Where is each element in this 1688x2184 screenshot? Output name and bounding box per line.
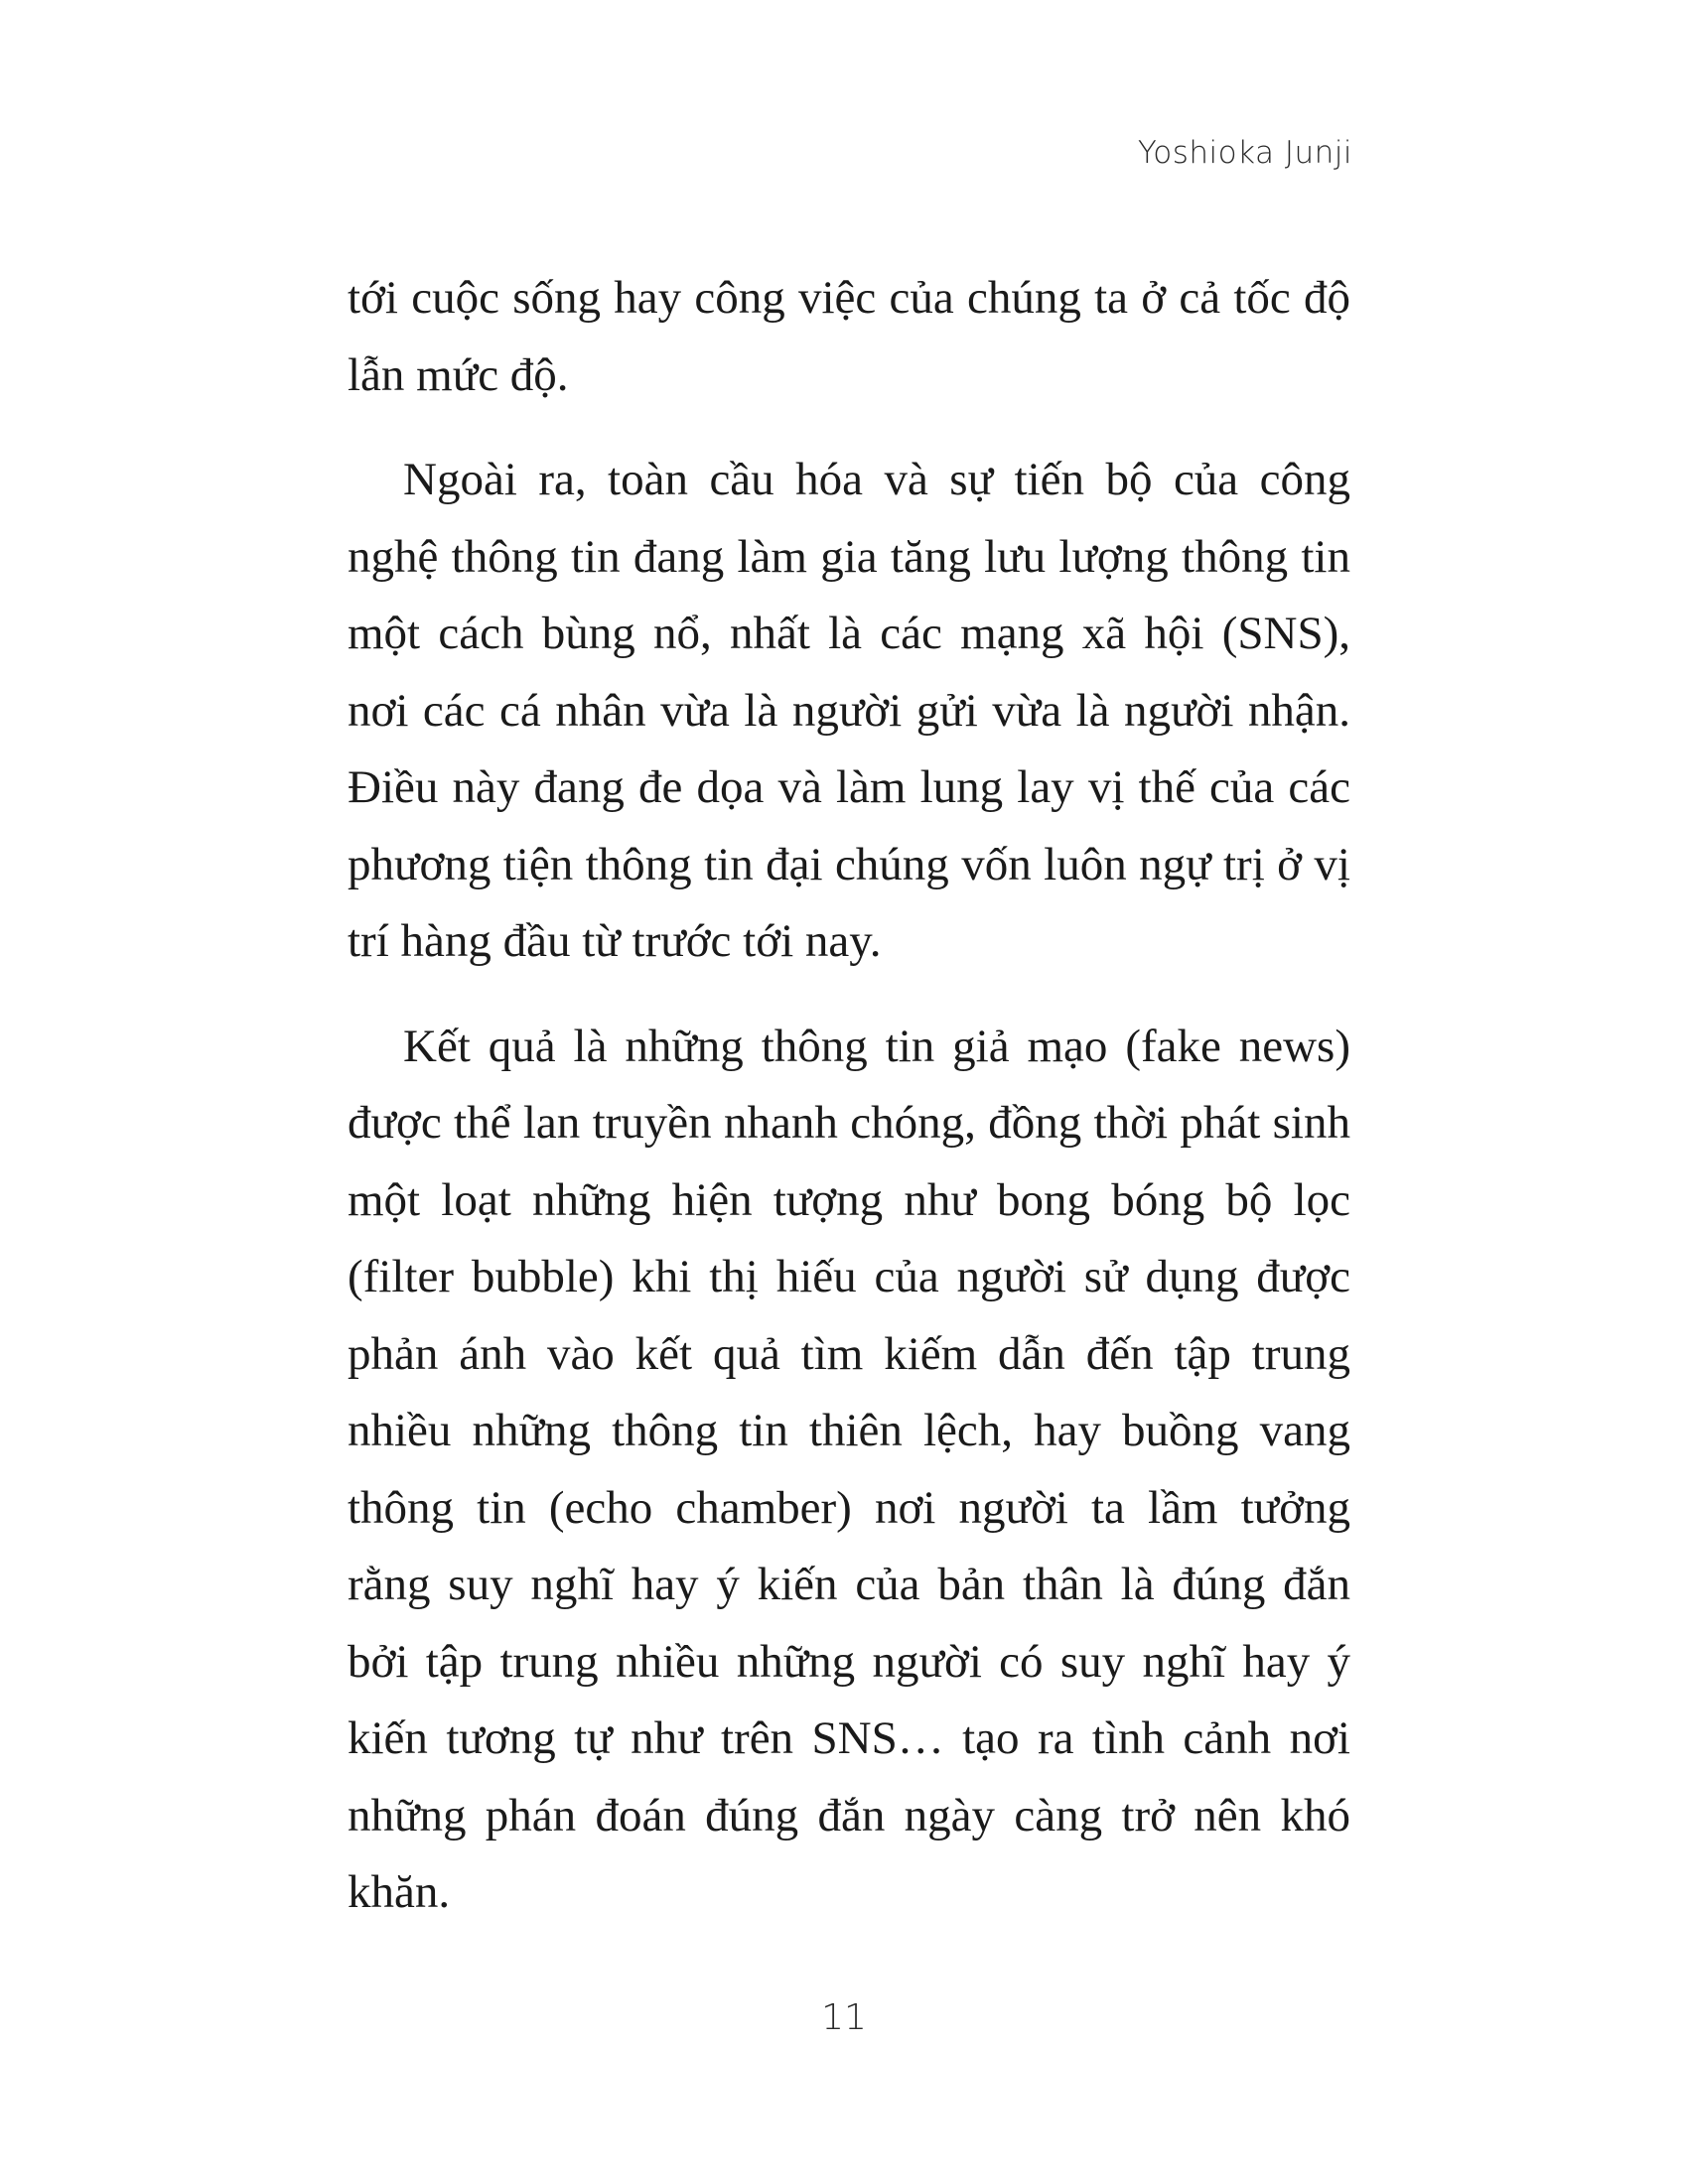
running-header-author: Yoshioka Junji [1137, 135, 1352, 171]
page-number: 11 [821, 1997, 867, 2038]
body-text [348, 260, 1350, 1932]
paragraph-2: Ngoài ra, toàn cầu hóa và sự tiến bộ của công nghệ thông tin đang làm gia tăng lưu lượng thông tin một cách bùng nổ, nhất là các mạng xã hội (SNS), nơi các cá nhân vừa là người gửi vừa là người nhận. Điều này đang đe dọa và làm lung lay vị thế của các phương tiện thông tin đại chúng vốn luôn ngự trị ở vị trí hàng đầu từ trước tới nay. [348, 454, 1350, 967]
paragraph-1: tới cuộc sống hay công việc của chúng ta ở cả tốc độ lẫn mức độ. [348, 272, 1350, 401]
paragraph-3: Kết quả là những thông tin giả mạo (fake news) được thể lan truyền nhanh chóng, đồng thời phát sinh một loạt những hiện tượng như bong bóng bộ lọc (filter bubble) khi thị hiếu của người sử dụng được phản ánh vào kết quả tìm kiếm dẫn đến tập trung nhiều những thông tin thiên lệch, hay buồng vang thông tin (echo chamber) nơi người ta lầm tưởng rằng suy nghĩ hay ý kiến của bản thân là đúng đắn bởi tập trung nhiều những người có suy nghĩ hay ý kiến tương tự như trên SNS… tạo ra tình cảnh nơi những phán đoán đúng đắn ngày càng trở nên khó khăn. [348, 1020, 1350, 1918]
